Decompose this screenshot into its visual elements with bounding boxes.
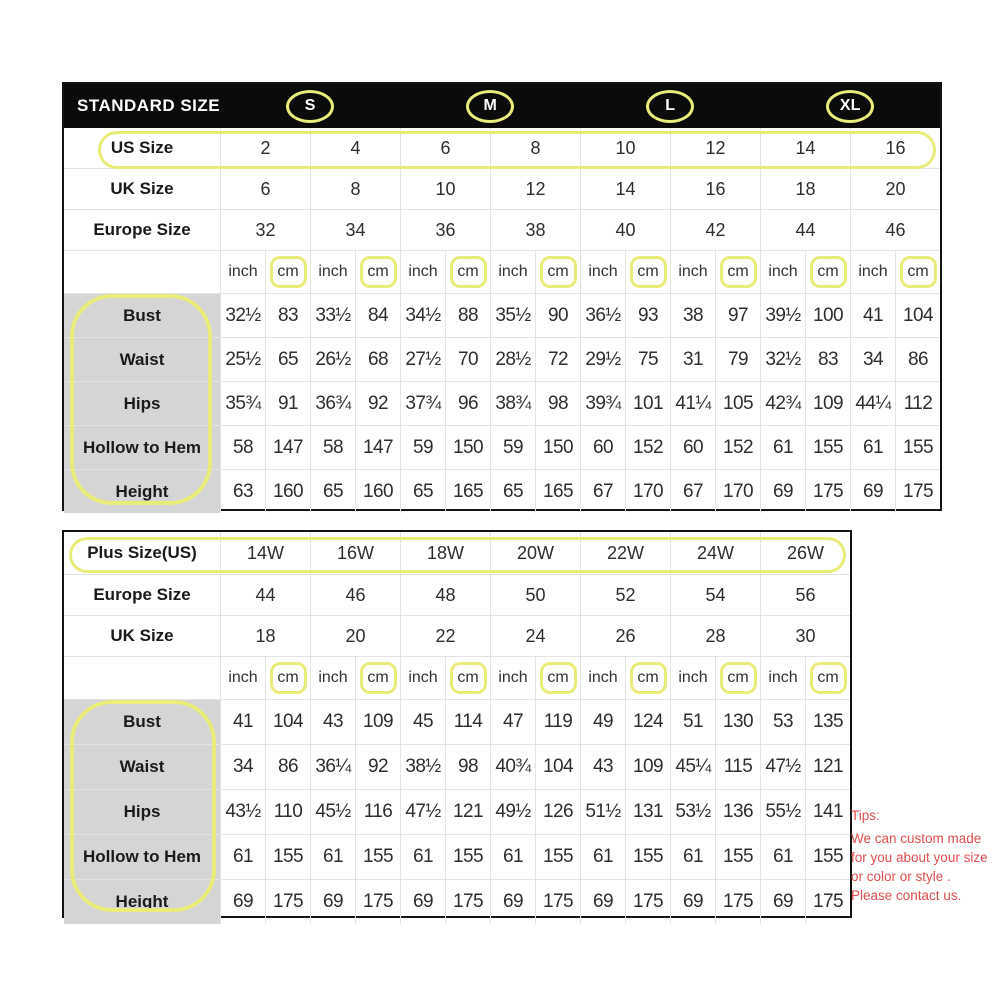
measure-value-cell: 51½ <box>580 790 625 834</box>
measure-value-cell: 61 <box>760 835 805 879</box>
measure-value-cell: 114 <box>445 700 490 744</box>
cm-unit-cell <box>805 251 850 293</box>
size-group <box>400 90 580 123</box>
measure-row <box>64 834 850 879</box>
size-value-cell: 26 <box>580 616 670 656</box>
size-value-cell: 44 <box>760 210 850 250</box>
size-value-cell: 18 <box>220 616 310 656</box>
size-row <box>64 209 940 250</box>
size-value-cell: 8 <box>490 128 580 168</box>
inch-unit-cell: inch <box>490 657 535 699</box>
size-value-cell: 46 <box>850 210 940 250</box>
measure-value-cell: 175 <box>895 470 940 513</box>
cm-unit-cell <box>715 251 760 293</box>
size-group <box>580 90 760 123</box>
cm-highlight-annotation: cm <box>540 662 577 694</box>
cm-unit-cell <box>625 657 670 699</box>
size-value-cell: 40 <box>580 210 670 250</box>
size-value-cell: 46 <box>310 575 400 615</box>
size-value-cell: 14W <box>220 532 310 574</box>
measure-value-cell: 155 <box>715 835 760 879</box>
measure-value-cell: 170 <box>715 470 760 513</box>
measure-value-cell: 41 <box>220 700 265 744</box>
measure-value-cell: 60 <box>580 426 625 469</box>
cm-unit-cell <box>535 657 580 699</box>
measure-value-cell: 45 <box>400 700 445 744</box>
measure-value-cell: 38 <box>670 294 715 337</box>
measure-value-cell: 155 <box>535 835 580 879</box>
cm-unit-cell <box>265 657 310 699</box>
measure-value-cell: 37¾ <box>400 382 445 425</box>
tips-title: Tips: <box>851 808 880 823</box>
inch-unit-cell: inch <box>490 251 535 293</box>
measure-value-cell: 31 <box>670 338 715 381</box>
measure-value-cell: 72 <box>535 338 580 381</box>
measure-value-cell: 152 <box>625 426 670 469</box>
cm-unit-cell <box>805 657 850 699</box>
measure-value-cell: 155 <box>805 426 850 469</box>
cm-highlight-annotation: cm <box>900 256 937 288</box>
measure-value-cell: 88 <box>445 294 490 337</box>
measure-value-cell: 152 <box>715 426 760 469</box>
measure-value-cell: 155 <box>625 835 670 879</box>
measure-value-cell: 119 <box>535 700 580 744</box>
size-value-cell: 20 <box>850 169 940 209</box>
measure-value-cell: 49 <box>580 700 625 744</box>
measure-value-cell: 124 <box>625 700 670 744</box>
measure-value-cell: 59 <box>400 426 445 469</box>
cm-highlight-annotation: cm <box>810 256 847 288</box>
size-row <box>64 532 850 574</box>
measure-label: Height <box>64 880 220 924</box>
unit-row <box>64 656 850 699</box>
size-row <box>64 168 940 209</box>
size-value-cell: 14 <box>760 128 850 168</box>
measure-value-cell: 39½ <box>760 294 805 337</box>
cm-highlight-annotation: cm <box>720 256 757 288</box>
measure-value-cell: 39¾ <box>580 382 625 425</box>
measure-value-cell: 43 <box>310 700 355 744</box>
tips-line: We can custom made <box>851 831 982 846</box>
measure-value-cell: 41 <box>850 294 895 337</box>
standard-size-table <box>62 82 942 511</box>
measure-value-cell: 109 <box>625 745 670 789</box>
measure-value-cell: 135 <box>805 700 850 744</box>
measure-value-cell: 86 <box>895 338 940 381</box>
measure-value-cell: 47 <box>490 700 535 744</box>
measure-value-cell: 32½ <box>220 294 265 337</box>
size-row <box>64 574 850 615</box>
size-value-cell: 12 <box>490 169 580 209</box>
measure-value-cell: 90 <box>535 294 580 337</box>
size-value-cell: 48 <box>400 575 490 615</box>
measure-value-cell: 26½ <box>310 338 355 381</box>
cm-unit-cell <box>265 251 310 293</box>
size-value-cell: 4 <box>310 128 400 168</box>
measure-value-cell: 170 <box>625 470 670 513</box>
cm-unit-cell <box>715 657 760 699</box>
size-value-cell: 20W <box>490 532 580 574</box>
size-value-cell: 16 <box>850 128 940 168</box>
measure-value-cell: 38¾ <box>490 382 535 425</box>
size-group <box>220 90 400 123</box>
size-value-cell: 50 <box>490 575 580 615</box>
cm-unit-cell <box>355 657 400 699</box>
measure-value-cell: 27½ <box>400 338 445 381</box>
size-circle-annotation: XL <box>826 90 874 123</box>
measure-row <box>64 699 850 744</box>
cm-unit-cell <box>895 251 940 293</box>
tips-note <box>851 806 1000 905</box>
size-value-cell: 30 <box>760 616 850 656</box>
measure-value-cell: 109 <box>355 700 400 744</box>
measure-value-cell: 61 <box>670 835 715 879</box>
cm-highlight-annotation: cm <box>630 662 667 694</box>
measure-value-cell: 69 <box>850 470 895 513</box>
inch-unit-cell: inch <box>850 251 895 293</box>
measure-value-cell: 51 <box>670 700 715 744</box>
measure-value-cell: 98 <box>535 382 580 425</box>
measure-value-cell: 61 <box>580 835 625 879</box>
measure-row <box>64 469 940 513</box>
cm-highlight-annotation: cm <box>360 662 397 694</box>
size-value-cell: 6 <box>400 128 490 168</box>
measure-value-cell: 155 <box>895 426 940 469</box>
measure-value-cell: 115 <box>715 745 760 789</box>
size-value-cell: 28 <box>670 616 760 656</box>
size-value-cell: 44 <box>220 575 310 615</box>
tips-line: for you about your size <box>851 850 988 865</box>
measure-value-cell: 96 <box>445 382 490 425</box>
measure-label: Bust <box>64 700 220 744</box>
size-value-cell: 16 <box>670 169 760 209</box>
size-value-cell: 10 <box>580 128 670 168</box>
measure-value-cell: 34½ <box>400 294 445 337</box>
measure-value-cell: 110 <box>265 790 310 834</box>
measure-value-cell: 165 <box>535 470 580 513</box>
measure-value-cell: 60 <box>670 426 715 469</box>
measure-value-cell: 141 <box>805 790 850 834</box>
plus-size-body <box>64 532 850 924</box>
measure-value-cell: 155 <box>805 835 850 879</box>
measure-value-cell: 67 <box>580 470 625 513</box>
measure-label: Height <box>64 470 220 513</box>
measure-value-cell: 35½ <box>490 294 535 337</box>
inch-unit-cell: inch <box>670 251 715 293</box>
measure-value-cell: 155 <box>265 835 310 879</box>
size-value-cell: 32 <box>220 210 310 250</box>
size-value-cell: 22W <box>580 532 670 574</box>
unit-row <box>64 250 940 293</box>
measure-value-cell: 112 <box>895 382 940 425</box>
row-label: UK Size <box>110 626 174 645</box>
size-value-cell: 38 <box>490 210 580 250</box>
measure-value-cell: 68 <box>355 338 400 381</box>
plus-size-table <box>62 530 852 918</box>
measure-value-cell: 32½ <box>760 338 805 381</box>
measure-label: Hips <box>64 790 220 834</box>
measure-value-cell: 61 <box>850 426 895 469</box>
measure-value-cell: 69 <box>400 880 445 924</box>
standard-size-header <box>64 84 940 128</box>
measure-value-cell: 79 <box>715 338 760 381</box>
measure-value-cell: 65 <box>265 338 310 381</box>
size-circle-annotation: S <box>286 90 334 123</box>
cm-unit-cell <box>625 251 670 293</box>
measure-value-cell: 70 <box>445 338 490 381</box>
measure-value-cell: 98 <box>445 745 490 789</box>
measure-value-cell: 175 <box>715 880 760 924</box>
measure-value-cell: 121 <box>445 790 490 834</box>
size-value-cell: 56 <box>760 575 850 615</box>
cm-highlight-annotation: cm <box>630 256 667 288</box>
measure-label: Hollow to Hem <box>64 426 220 469</box>
measure-row <box>64 293 940 337</box>
size-value-cell: 2 <box>220 128 310 168</box>
size-value-cell: 16W <box>310 532 400 574</box>
row-label: Plus Size(US) <box>87 543 197 562</box>
inch-unit-cell: inch <box>580 251 625 293</box>
size-value-cell: 24 <box>490 616 580 656</box>
size-value-cell: 12 <box>670 128 760 168</box>
measure-value-cell: 104 <box>535 745 580 789</box>
size-value-cell: 6 <box>220 169 310 209</box>
cm-highlight-annotation: cm <box>810 662 847 694</box>
measure-value-cell: 104 <box>265 700 310 744</box>
size-value-cell: 10 <box>400 169 490 209</box>
measure-value-cell: 49½ <box>490 790 535 834</box>
measure-value-cell: 69 <box>760 470 805 513</box>
measure-value-cell: 36¾ <box>310 382 355 425</box>
measure-value-cell: 136 <box>715 790 760 834</box>
inch-unit-cell: inch <box>220 251 265 293</box>
measure-value-cell: 58 <box>310 426 355 469</box>
measure-value-cell: 40¾ <box>490 745 535 789</box>
row-label-empty <box>64 657 220 699</box>
measure-value-cell: 65 <box>400 470 445 513</box>
measure-row <box>64 789 850 834</box>
inch-unit-cell: inch <box>400 251 445 293</box>
size-circle-annotation: L <box>646 90 694 123</box>
measure-value-cell: 147 <box>355 426 400 469</box>
measure-value-cell: 91 <box>265 382 310 425</box>
cm-highlight-annotation: cm <box>270 662 307 694</box>
measure-value-cell: 84 <box>355 294 400 337</box>
cm-highlight-annotation: cm <box>540 256 577 288</box>
cm-unit-cell <box>445 657 490 699</box>
inch-unit-cell: inch <box>220 657 265 699</box>
inch-unit-cell: inch <box>400 657 445 699</box>
measure-value-cell: 47½ <box>400 790 445 834</box>
measure-row <box>64 337 940 381</box>
measure-value-cell: 160 <box>355 470 400 513</box>
size-value-cell: 22 <box>400 616 490 656</box>
measure-value-cell: 83 <box>805 338 850 381</box>
measure-value-cell: 69 <box>670 880 715 924</box>
cm-highlight-annotation: cm <box>720 662 757 694</box>
row-label: US Size <box>110 138 174 157</box>
measure-value-cell: 33½ <box>310 294 355 337</box>
measure-value-cell: 36¼ <box>310 745 355 789</box>
measure-value-cell: 130 <box>715 700 760 744</box>
measure-value-cell: 61 <box>490 835 535 879</box>
measure-value-cell: 150 <box>535 426 580 469</box>
measure-value-cell: 69 <box>490 880 535 924</box>
cm-unit-cell <box>355 251 400 293</box>
measure-value-cell: 86 <box>265 745 310 789</box>
size-value-cell: 14 <box>580 169 670 209</box>
measure-value-cell: 42¾ <box>760 382 805 425</box>
measure-value-cell: 131 <box>625 790 670 834</box>
inch-unit-cell: inch <box>310 251 355 293</box>
tips-line: Please contact us. <box>851 888 962 903</box>
measure-label: Hips <box>64 382 220 425</box>
size-row <box>64 615 850 656</box>
measure-value-cell: 53 <box>760 700 805 744</box>
measure-value-cell: 61 <box>310 835 355 879</box>
measure-value-cell: 67 <box>670 470 715 513</box>
measure-value-cell: 97 <box>715 294 760 337</box>
measure-value-cell: 126 <box>535 790 580 834</box>
measure-label: Hollow to Hem <box>64 835 220 879</box>
measure-value-cell: 45½ <box>310 790 355 834</box>
measure-row <box>64 381 940 425</box>
standard-size-body <box>64 128 940 513</box>
measure-value-cell: 175 <box>625 880 670 924</box>
measure-value-cell: 69 <box>310 880 355 924</box>
measure-value-cell: 155 <box>445 835 490 879</box>
size-value-cell: 34 <box>310 210 400 250</box>
measure-value-cell: 83 <box>265 294 310 337</box>
size-value-cell: 52 <box>580 575 670 615</box>
inch-unit-cell: inch <box>760 251 805 293</box>
size-group <box>760 90 940 123</box>
measure-value-cell: 175 <box>265 880 310 924</box>
measure-value-cell: 155 <box>355 835 400 879</box>
measure-value-cell: 61 <box>760 426 805 469</box>
measure-value-cell: 47½ <box>760 745 805 789</box>
measure-value-cell: 69 <box>580 880 625 924</box>
measure-label: Bust <box>64 294 220 337</box>
measure-value-cell: 61 <box>220 835 265 879</box>
measure-value-cell: 25½ <box>220 338 265 381</box>
measure-value-cell: 109 <box>805 382 850 425</box>
size-value-cell: 18 <box>760 169 850 209</box>
measure-value-cell: 29½ <box>580 338 625 381</box>
measure-value-cell: 61 <box>400 835 445 879</box>
measure-value-cell: 100 <box>805 294 850 337</box>
measure-value-cell: 147 <box>265 426 310 469</box>
measure-value-cell: 92 <box>355 745 400 789</box>
size-value-cell: 54 <box>670 575 760 615</box>
size-circle-annotation: M <box>466 90 514 123</box>
measure-value-cell: 69 <box>760 880 805 924</box>
cm-highlight-annotation: cm <box>450 256 487 288</box>
cm-highlight-annotation: cm <box>360 256 397 288</box>
size-value-cell: 18W <box>400 532 490 574</box>
measure-value-cell: 43½ <box>220 790 265 834</box>
inch-unit-cell: inch <box>670 657 715 699</box>
row-label-empty <box>64 251 220 293</box>
measure-value-cell: 175 <box>805 880 850 924</box>
measure-value-cell: 105 <box>715 382 760 425</box>
measure-value-cell: 150 <box>445 426 490 469</box>
measure-value-cell: 160 <box>265 470 310 513</box>
measure-value-cell: 28½ <box>490 338 535 381</box>
tips-line: or color or style . <box>851 869 951 884</box>
measure-value-cell: 59 <box>490 426 535 469</box>
measure-value-cell: 93 <box>625 294 670 337</box>
cm-unit-cell <box>445 251 490 293</box>
measure-row <box>64 879 850 924</box>
measure-row <box>64 744 850 789</box>
size-value-cell: 8 <box>310 169 400 209</box>
measure-value-cell: 116 <box>355 790 400 834</box>
size-row <box>64 128 940 168</box>
measure-value-cell: 36½ <box>580 294 625 337</box>
size-value-cell: 42 <box>670 210 760 250</box>
measure-value-cell: 104 <box>895 294 940 337</box>
size-value-cell: 24W <box>670 532 760 574</box>
measure-label: Waist <box>64 338 220 381</box>
standard-size-title: STANDARD SIZE <box>77 96 221 115</box>
measure-value-cell: 175 <box>445 880 490 924</box>
cm-highlight-annotation: cm <box>450 662 487 694</box>
row-label: Europe Size <box>93 220 191 239</box>
measure-label: Waist <box>64 745 220 789</box>
cm-highlight-annotation: cm <box>270 256 307 288</box>
measure-value-cell: 45¼ <box>670 745 715 789</box>
size-value-cell: 20 <box>310 616 400 656</box>
measure-value-cell: 121 <box>805 745 850 789</box>
measure-value-cell: 92 <box>355 382 400 425</box>
measure-value-cell: 44¼ <box>850 382 895 425</box>
measure-value-cell: 38½ <box>400 745 445 789</box>
measure-value-cell: 34 <box>220 745 265 789</box>
size-value-cell: 36 <box>400 210 490 250</box>
measure-value-cell: 43 <box>580 745 625 789</box>
inch-unit-cell: inch <box>310 657 355 699</box>
measure-value-cell: 63 <box>220 470 265 513</box>
measure-value-cell: 175 <box>355 880 400 924</box>
measure-value-cell: 41¼ <box>670 382 715 425</box>
measure-value-cell: 75 <box>625 338 670 381</box>
measure-value-cell: 175 <box>535 880 580 924</box>
measure-value-cell: 165 <box>445 470 490 513</box>
measure-value-cell: 101 <box>625 382 670 425</box>
measure-value-cell: 175 <box>805 470 850 513</box>
measure-value-cell: 35¾ <box>220 382 265 425</box>
measure-value-cell: 58 <box>220 426 265 469</box>
inch-unit-cell: inch <box>580 657 625 699</box>
size-value-cell: 26W <box>760 532 850 574</box>
measure-value-cell: 55½ <box>760 790 805 834</box>
row-label: Europe Size <box>93 585 191 604</box>
cm-unit-cell <box>535 251 580 293</box>
measure-value-cell: 34 <box>850 338 895 381</box>
measure-value-cell: 65 <box>490 470 535 513</box>
measure-value-cell: 65 <box>310 470 355 513</box>
row-label: UK Size <box>110 179 174 198</box>
inch-unit-cell: inch <box>760 657 805 699</box>
measure-value-cell: 69 <box>220 880 265 924</box>
measure-row <box>64 425 940 469</box>
measure-value-cell: 53½ <box>670 790 715 834</box>
